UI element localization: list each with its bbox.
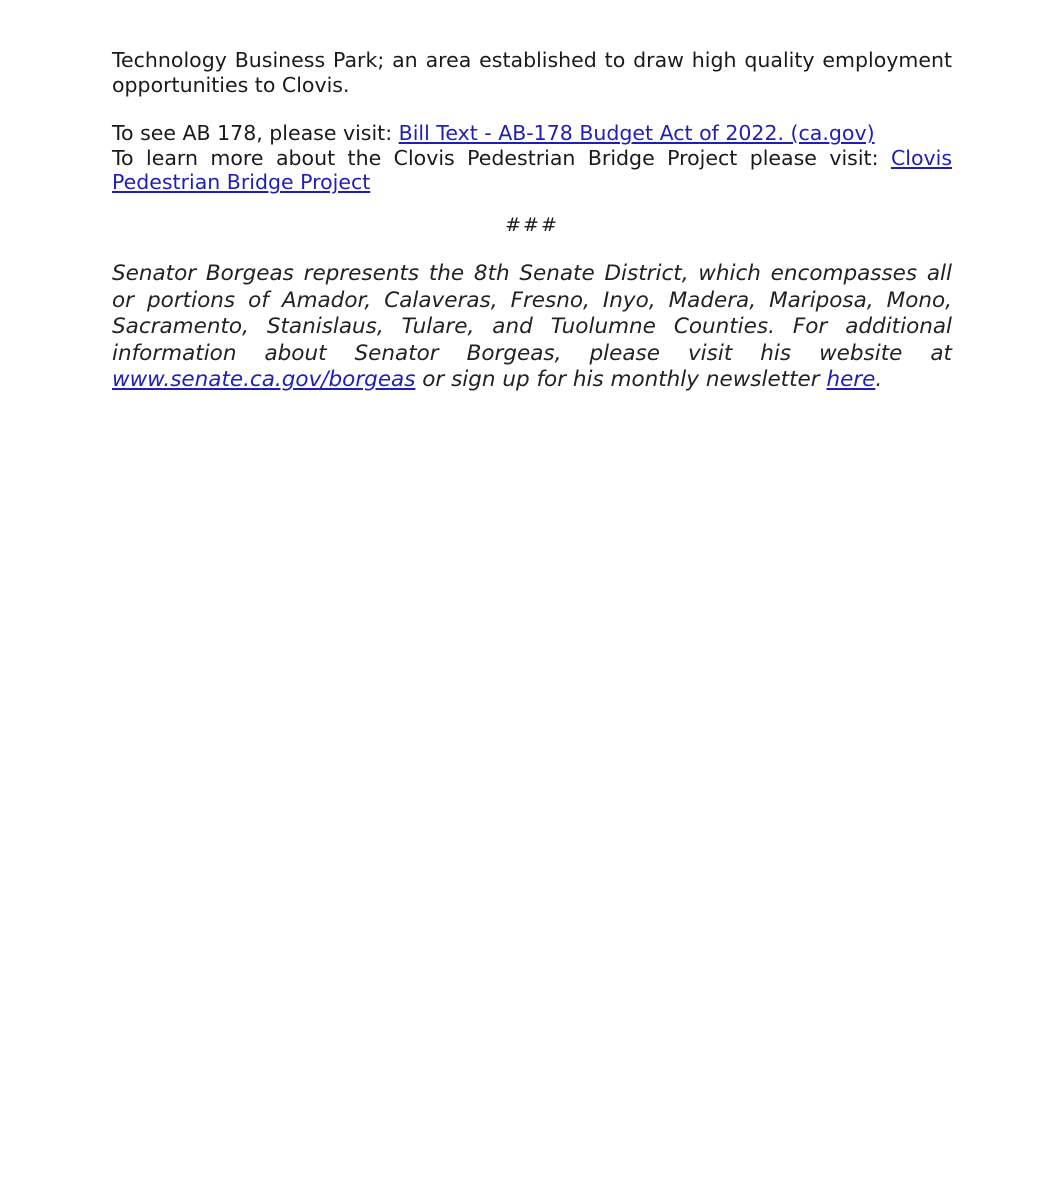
bridge-line — [112, 146, 952, 195]
section-separator: ### — [505, 213, 559, 236]
newsletter-link[interactable]: here — [826, 367, 876, 392]
bio-text-2: or sign up for his monthly newsletter — [415, 367, 827, 392]
ab178-prefix: To see AB 178, please visit: — [112, 121, 399, 145]
senate-website-link[interactable]: www.senate.ca.gov/borgeas — [112, 367, 416, 392]
bridge-project-link[interactable]: Clovis Pedestrian Bridge Project — [112, 145, 952, 194]
bio-text-1: Senator Borgeas represents the 8th Senate District, which encompasses all or portions of Amador, Calaveras, Fresno, Inyo, Madera, Mariposa, Mono, Sacramento, Stanislaus, Tulare, and Tuolumne Counties. For additional information about Senator Borgeas, please visit his website at — [112, 261, 952, 366]
links-block — [112, 121, 952, 195]
document-page — [112, 48, 952, 394]
paragraph-business-park: Technology Business Park; an area established to draw high quality employment opportunities to Clovis. — [112, 48, 952, 97]
ab178-line — [112, 121, 952, 146]
bio-text-3: . — [875, 367, 883, 392]
bridge-prefix: To learn more about the Clovis Pedestrian Bridge Project please visit: — [112, 145, 891, 170]
ab178-bill-link[interactable]: Bill Text - AB-178 Budget Act of 2022. (ca.gov) — [398, 121, 875, 145]
senator-bio — [112, 261, 952, 394]
